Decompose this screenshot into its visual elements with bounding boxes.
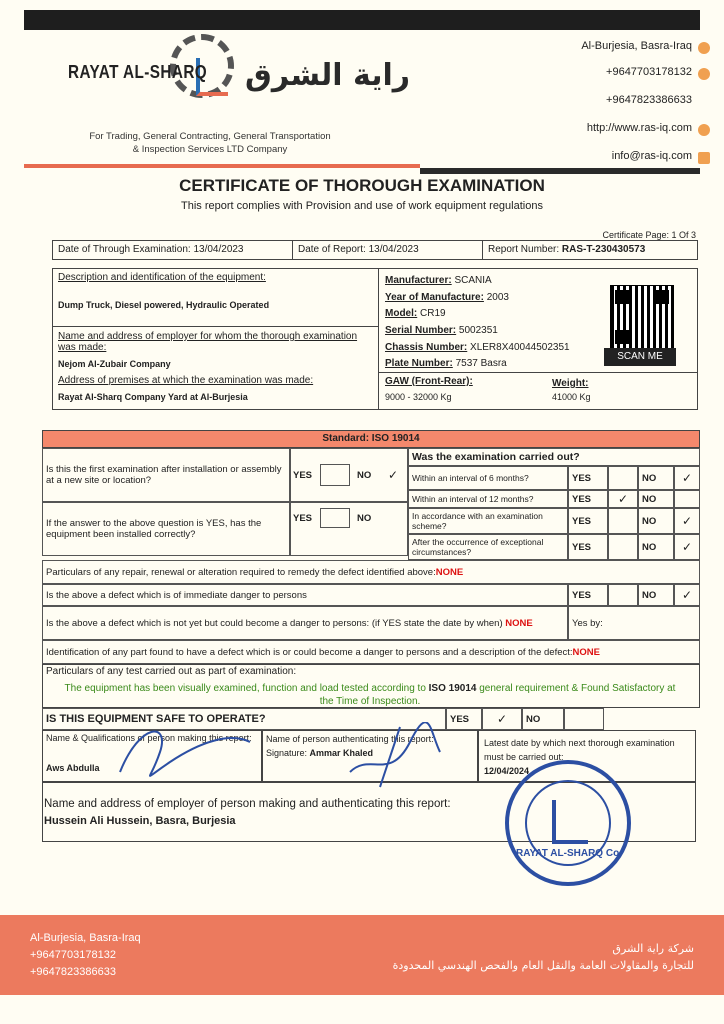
safe-no[interactable]: NO bbox=[522, 708, 564, 730]
interval-2 bbox=[408, 490, 568, 508]
signature-scribble-1 bbox=[110, 712, 260, 782]
employer-value: Nejom Al-Zubair Company bbox=[58, 359, 171, 369]
auth-label: Name of person authenticating this report: bbox=[266, 734, 434, 744]
model-label: Model: bbox=[385, 308, 418, 319]
interval-2-yes[interactable]: YES bbox=[568, 490, 608, 508]
person-value: Aws Abdulla bbox=[46, 763, 100, 773]
divider bbox=[378, 268, 379, 410]
plate bbox=[385, 358, 507, 369]
header-email[interactable]: info@ras-iq.com bbox=[611, 150, 692, 162]
premises-value: Rayat Al-Sharq Company Yard at Al-Burjesia bbox=[58, 392, 248, 402]
premises-label: Address of premises at which the examination was made: bbox=[58, 375, 314, 386]
footer-phone-1: +9647703178132 bbox=[30, 949, 116, 961]
model-value: CR19 bbox=[420, 308, 446, 319]
divider bbox=[482, 240, 483, 260]
employer-label: Name and address of employer for whom the thorough examination was made: bbox=[58, 331, 358, 353]
header-address: Al-Burjesia, Basra-Iraq bbox=[581, 40, 692, 52]
q2-no[interactable]: NO bbox=[357, 512, 372, 524]
carried-out-header bbox=[408, 448, 700, 466]
signature-label: Signature: bbox=[266, 748, 310, 758]
header-divider-orange bbox=[24, 164, 420, 168]
interval-3-no[interactable]: NO bbox=[638, 508, 674, 534]
stamp-text: RAYAT AL-SHARQ Co. bbox=[516, 848, 622, 859]
safe-label: IS THIS EQUIPMENT SAFE TO OPERATE? bbox=[46, 713, 266, 725]
divider bbox=[292, 240, 293, 260]
plate-label: Plate Number: bbox=[385, 358, 453, 369]
certificate-subtitle: This report complies with Provision and use of work equipment regulations bbox=[181, 200, 543, 212]
page-reference: Certificate Page: 1 Of 3 bbox=[602, 230, 696, 240]
year bbox=[385, 292, 509, 303]
q1-yes-box[interactable] bbox=[320, 464, 350, 486]
q2-text: If the answer to the above question is YES, has the equipment been installed correctly? bbox=[46, 518, 262, 540]
q1-cell bbox=[42, 448, 290, 502]
signature-value: Ammar Khaled bbox=[309, 748, 374, 758]
manufacturer-label: Manufacturer: bbox=[385, 275, 452, 286]
interval-3-yes-box[interactable] bbox=[608, 508, 638, 534]
future-danger-row bbox=[42, 606, 568, 640]
interval-2-no-box[interactable] bbox=[674, 490, 700, 508]
interval-2-text: Within an interval of 12 months? bbox=[412, 494, 534, 504]
interval-3-text: In accordance with an examination scheme? bbox=[412, 511, 543, 531]
equipment-desc-value: Dump Truck, Diesel powered, Hydraulic Operated bbox=[58, 300, 270, 310]
brand-name-ar: راية الشرق bbox=[245, 58, 411, 93]
tagline-line-1: For Trading, General Contracting, General Transportation bbox=[89, 131, 331, 142]
interval-4-yes-box[interactable] bbox=[608, 534, 638, 560]
employer-person-value: Hussein Ali Hussein, Basra, Burjesia bbox=[44, 815, 236, 827]
employer-person-label: Name and address of employer of person making and authenticating this report: bbox=[44, 798, 451, 810]
yes-by-cell bbox=[568, 606, 700, 640]
manufacturer bbox=[385, 275, 492, 286]
phone-icon bbox=[698, 68, 710, 80]
footer-contact bbox=[30, 930, 141, 981]
tagline bbox=[60, 130, 360, 156]
footer-arabic bbox=[393, 940, 694, 974]
danger-yes-box[interactable] bbox=[608, 584, 638, 606]
header-phone-2: +9647823386633 bbox=[606, 94, 692, 106]
location-icon bbox=[698, 42, 710, 54]
equipment-desc-label: Description and identification of the equipment: bbox=[58, 272, 266, 283]
model bbox=[385, 308, 446, 319]
qr-code[interactable] bbox=[610, 285, 674, 349]
q2-yes[interactable]: YES bbox=[293, 512, 313, 524]
repair-row bbox=[42, 560, 700, 584]
identification-row bbox=[42, 640, 700, 664]
test-standard: ISO 19014 bbox=[428, 683, 477, 694]
gaw-label: GAW (Front-Rear): bbox=[385, 376, 473, 387]
plate-value: 7537 Basra bbox=[455, 358, 507, 369]
chassis-value: XLER8X40044502351 bbox=[470, 342, 570, 353]
report-number-label: Report Number: bbox=[488, 244, 562, 255]
danger-label: Is the above a defect which is of immediate danger to persons bbox=[46, 589, 307, 601]
future-danger-value: NONE bbox=[505, 617, 533, 629]
gaw-value: 9000 - 32000 Kg bbox=[385, 392, 452, 402]
footer-ar-line-1: شركة راية الشرق bbox=[612, 942, 694, 955]
repair-value: NONE bbox=[435, 566, 464, 578]
header-divider-dark bbox=[420, 168, 700, 174]
safe-yes[interactable]: YES bbox=[446, 708, 482, 730]
carried-out-text: Was the examination carried out? bbox=[412, 451, 580, 463]
safe-no-box[interactable] bbox=[564, 708, 604, 730]
q2-yes-box[interactable] bbox=[320, 508, 350, 528]
test-text bbox=[60, 682, 680, 708]
brand-name-en: RAYAT AL-SHARQ bbox=[68, 62, 208, 82]
chassis-label: Chassis Number: bbox=[385, 342, 468, 353]
q1-no-check[interactable]: ✓ bbox=[387, 468, 399, 482]
serial-label: Serial Number: bbox=[385, 325, 457, 336]
scan-me-label: SCAN ME bbox=[604, 348, 676, 366]
danger-no[interactable]: NO bbox=[638, 584, 674, 606]
chassis bbox=[385, 342, 570, 353]
danger-no-check[interactable]: ✓ bbox=[674, 584, 700, 606]
interval-1-text: Within an interval of 6 months? bbox=[412, 473, 529, 483]
interval-1-no[interactable]: NO bbox=[638, 466, 674, 490]
year-label: Year of Manufacture: bbox=[385, 292, 484, 303]
test-text-1: The equipment has been visually examined, function and load tested according to bbox=[64, 683, 429, 694]
divider bbox=[378, 372, 698, 373]
year-value: 2003 bbox=[486, 292, 509, 303]
interval-1-yes[interactable]: YES bbox=[568, 466, 608, 490]
repair-label: Particulars of any repair, renewal or alteration required to remedy the defect identified above: bbox=[46, 566, 436, 578]
mail-icon bbox=[698, 152, 710, 164]
interval-3-yes[interactable]: YES bbox=[568, 508, 608, 534]
exam-date: Date of Through Examination: 13/04/2023 bbox=[58, 244, 244, 255]
q1-no[interactable]: NO bbox=[357, 469, 372, 481]
yes-by-label: Yes by: bbox=[572, 617, 603, 629]
report-date: Date of Report: 13/04/2023 bbox=[298, 244, 419, 255]
tagline-line-2: & Inspection Services LTD Company bbox=[132, 144, 288, 155]
identification-label: Identification of any part found to have a defect which is or could become a danger to persons and a description of the defect: bbox=[46, 646, 573, 658]
footer-ar-line-2: للتجارة والمقاولات العامة والنقل العام والفحص الهندسي المحدودة bbox=[392, 959, 694, 972]
footer-address: Al-Burjesia, Basra-Iraq bbox=[30, 932, 141, 944]
interval-1-no-check[interactable]: ✓ bbox=[674, 466, 700, 490]
certificate-title: CERTIFICATE OF THOROUGH EXAMINATION bbox=[179, 176, 545, 195]
identification-value: NONE bbox=[572, 646, 600, 658]
serial-value: 5002351 bbox=[458, 325, 498, 336]
interval-1-yes-box[interactable] bbox=[608, 466, 638, 490]
weight-label: Weight: bbox=[552, 378, 589, 389]
stamp-pump-icon bbox=[552, 800, 588, 844]
q1-text: Is this the first examination after installation or assembly at a new site or location? bbox=[46, 464, 282, 486]
interval-3-no-check[interactable]: ✓ bbox=[674, 508, 700, 534]
report-number-value: RAS-T-230430573 bbox=[561, 244, 646, 255]
globe-icon bbox=[698, 124, 710, 136]
header-top-bar bbox=[24, 10, 700, 30]
q1-yes[interactable]: YES bbox=[293, 469, 313, 481]
next-exam-value: 12/04/2024 bbox=[484, 766, 530, 776]
interval-4-no-check[interactable]: ✓ bbox=[674, 534, 700, 560]
next-exam-label: Latest date by which next thorough examination must be carried out: bbox=[484, 738, 675, 762]
test-label: Particulars of any test carried out as part of examination: bbox=[46, 666, 297, 677]
q2-cell bbox=[42, 502, 290, 556]
standard-label: Standard: ISO 19014 bbox=[322, 433, 420, 444]
interval-2-no[interactable]: NO bbox=[638, 490, 674, 508]
danger-yes[interactable]: YES bbox=[568, 584, 608, 606]
interval-3 bbox=[408, 508, 568, 534]
signature-scribble-2 bbox=[340, 722, 450, 792]
header-phone-1: +9647703178132 bbox=[606, 66, 692, 78]
interval-4 bbox=[408, 534, 568, 560]
weight-value: 41000 Kg bbox=[552, 392, 591, 402]
manufacturer-value: SCANIA bbox=[454, 275, 492, 286]
interval-1 bbox=[408, 466, 568, 490]
footer-phone-2: +9647823386633 bbox=[30, 966, 116, 978]
interval-2-yes-check[interactable]: ✓ bbox=[608, 490, 638, 508]
interval-4-no[interactable]: NO bbox=[638, 534, 674, 560]
interval-4-yes[interactable]: YES bbox=[568, 534, 608, 560]
report-number bbox=[488, 244, 645, 255]
future-danger-label: Is the above a defect which is not yet but could become a danger to persons: (if YES state the date by when) bbox=[46, 617, 506, 629]
danger-row bbox=[42, 584, 568, 606]
interval-4-text: After the occurrence of exceptional circumstances? bbox=[412, 537, 544, 557]
divider bbox=[52, 326, 378, 327]
safe-yes-check[interactable]: ✓ bbox=[482, 708, 522, 730]
serial bbox=[385, 325, 498, 336]
test-text-2: general requirement & Found Satisfactory at the Time of Inspection. bbox=[319, 683, 676, 707]
header-website[interactable]: http://www.ras-iq.com bbox=[586, 122, 692, 134]
person-label: Name & Qualifications of person making this report: bbox=[46, 733, 252, 743]
